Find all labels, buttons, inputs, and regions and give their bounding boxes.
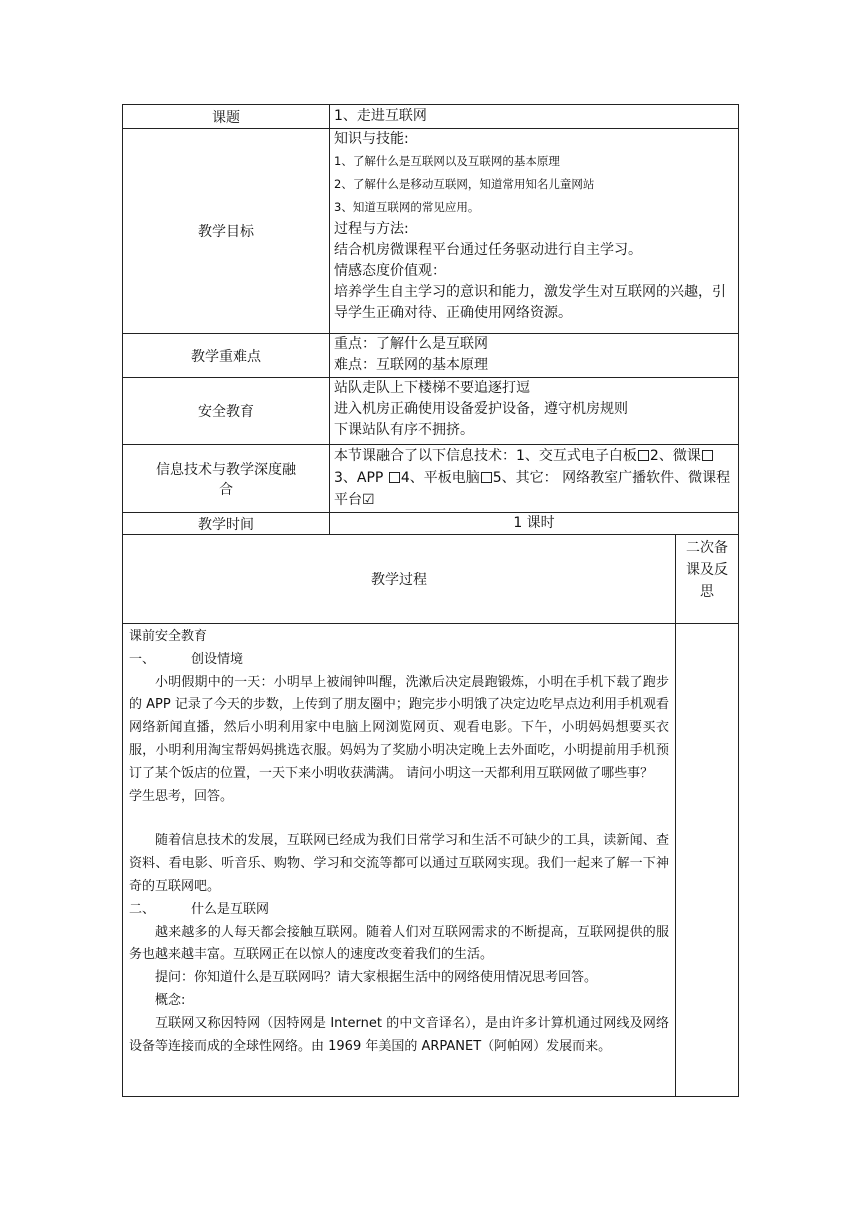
student-response: 学生思考，回答。 <box>129 788 234 804</box>
integration-label: 信息技术与教学深度融合 <box>123 445 330 513</box>
lesson-plan-table <box>122 104 739 1097</box>
checkbox-empty-icon <box>702 450 713 461</box>
section-two-title: 什么是互联网 <box>191 901 270 917</box>
key-points-content <box>330 334 739 378</box>
knowledge-title: 知识与技能: <box>334 131 409 147</box>
key-points-label: 教学重难点 <box>123 334 330 378</box>
attitude-title: 情感态度价值观： <box>334 263 446 279</box>
process-header-label: 教学过程 <box>123 535 676 624</box>
safety-line-1: 站队走队上下楼梯不要追逐打逗 <box>334 380 530 396</box>
safety-line-2: 进入机房正确使用设备爱护设备，遵守机房规则 <box>334 401 628 417</box>
integration-text-c: 3、APP <box>334 470 388 486</box>
goals-content <box>330 129 739 334</box>
difficult-point: 难点：互联网的基本原理 <box>334 357 488 373</box>
checkbox-empty-icon <box>481 472 492 483</box>
integration-text-b: 2、微课 <box>649 448 701 464</box>
goals-row <box>123 129 739 334</box>
checkbox-empty-icon <box>389 472 400 483</box>
process-body-row <box>123 624 739 1097</box>
integration-text-d: 4、平板电脑 <box>400 470 480 486</box>
reflection-header: 二次备课及反思 <box>676 535 739 624</box>
definition-paragraph: 互联网又称因特网（因特网是 Internet 的中文音译名），是由许多计算机通过网线及网络设备等连接而成的全球性网络。由 1969 年美国的 ARPANET（阿帕网）发展而来。 <box>129 1015 669 1054</box>
pre-class-safety: 课前安全教育 <box>129 629 208 644</box>
knowledge-item-3: 3、知道互联网的常见应用。 <box>334 200 480 214</box>
goals-label: 教学目标 <box>123 129 330 334</box>
time-label: 教学时间 <box>123 513 330 535</box>
integration-row <box>123 445 739 513</box>
safety-row <box>123 378 739 445</box>
topic-label: 课题 <box>123 105 330 129</box>
internet-usage-paragraph: 越来越多的人每天都会接触互联网。随着人们对互联网需求的不断提高，互联网提供的服务也越来越丰富。互联网正在以惊人的速度改变着我们的生活。 <box>129 924 669 963</box>
checkbox-empty-icon <box>638 450 649 461</box>
key-point: 重点：了解什么是互联网 <box>334 336 488 352</box>
section-one-title: 创设情境 <box>191 651 244 667</box>
time-row <box>123 513 739 535</box>
topic-row <box>123 105 739 129</box>
section-two-heading <box>129 899 669 922</box>
integration-text-e: 5、其它： 网络教室广播软件、微课程平台☑ <box>334 470 731 508</box>
process-header-row <box>123 535 739 624</box>
time-value: 1 课时 <box>330 513 739 535</box>
question-paragraph: 提问：你知道什么是互联网吗？请大家根据生活中的网络使用情况思考回答。 <box>155 970 598 986</box>
knowledge-item-2: 2、了解什么是移动互联网，知道常用知名儿童网站 <box>334 177 595 191</box>
integration-content <box>330 445 739 513</box>
section-two-number: 二、 <box>129 901 156 917</box>
safety-line-3: 下课站队有序不拥挤。 <box>334 422 474 438</box>
topic-value: 1、走进互联网 <box>330 105 739 129</box>
knowledge-item-1: 1、了解什么是互联网以及互联网的基本原理 <box>334 154 560 168</box>
safety-label: 安全教育 <box>123 378 330 445</box>
section-one-number: 一、 <box>129 651 156 667</box>
concept-label: 概念: <box>155 992 186 1008</box>
reflection-column <box>676 624 739 1097</box>
section-one-heading <box>129 649 669 672</box>
intro-paragraph: 随着信息技术的发展，互联网已经成为我们日常学习和生活不可缺少的工具，读新闻、查资料、看电影、听音乐、购物、学习和交流等都可以通过互联网实现。我们一起来了解一下神奇的互联网吧。 <box>129 833 669 894</box>
process-body <box>123 624 676 1097</box>
integration-text-a: 本节课融合了以下信息技术：1、交互式电子白板 <box>334 448 637 464</box>
process-title: 过程与方法: <box>334 221 409 237</box>
scenario-paragraph: 小明假期中的一天：小明早上被闹钟叫醒，洗漱后决定晨跑锻炼，小明在手机下载了跑步的 APP 记录了今天的步数，上传到了朋友圈中；跑完步小明饿了决定边吃早点边利用手机观看网络新闻直播，然后小明利用家中电脑上网浏览网页、观看电影。下午，小明妈妈想要买衣服，小明利用淘宝帮妈妈挑选衣服。妈妈为了奖励小明决定晚上去外面吃，小明提前用手机预订了某个饭店的位置，一天下来小明收获满满。 请问小明这一天都利用互联网做了哪些事？ <box>129 674 669 781</box>
blank-line <box>129 808 669 830</box>
safety-content <box>330 378 739 445</box>
key-points-row <box>123 334 739 378</box>
attitude-text: 培养学生自主学习的意识和能力，激发学生对互联网的兴趣，引导学生正确对待、正确使用网络资源。 <box>334 284 726 321</box>
process-text: 结合机房微课程平台通过任务驱动进行自主学习。 <box>334 242 642 258</box>
